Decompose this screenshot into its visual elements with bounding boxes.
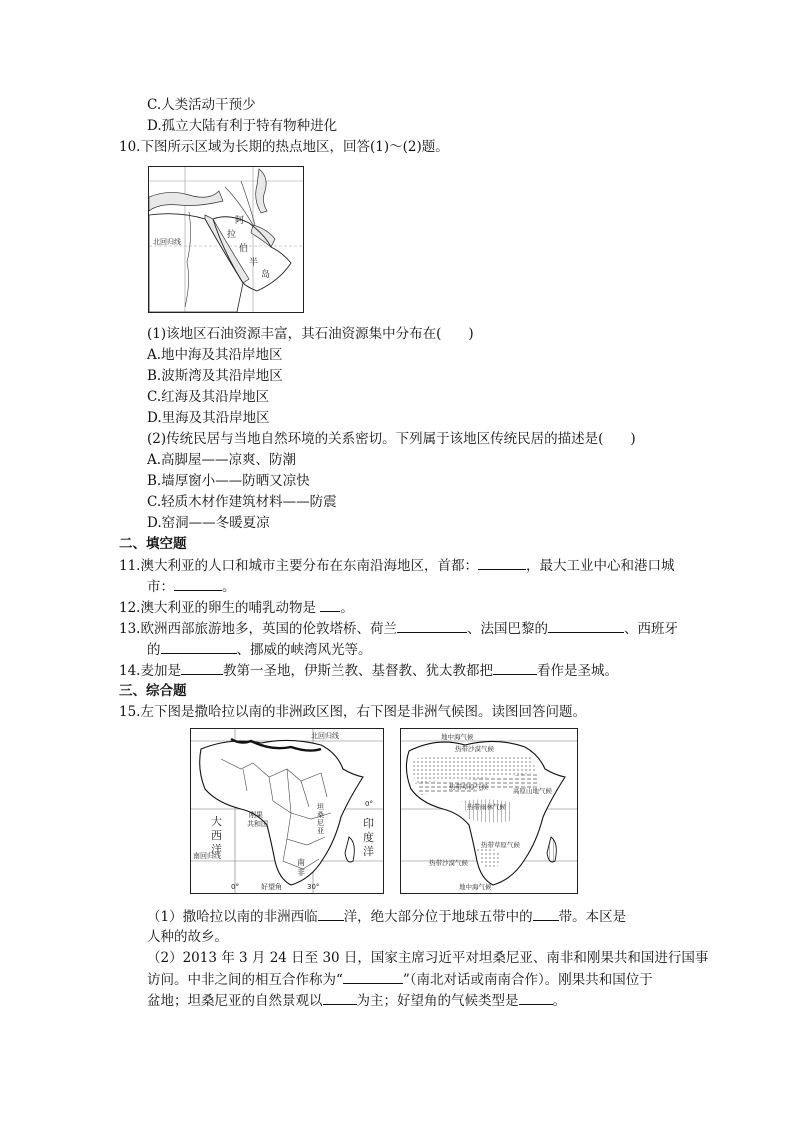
- q15-landscape-blank[interactable]: [323, 991, 357, 1005]
- q14-line: [119, 661, 618, 680]
- q15-stem: 15.左下图是撒哈拉以南的非洲政区图，右下图是非洲气候图。读图回答问题。: [119, 704, 586, 720]
- q10-sub2-option-b: B.墙厚窗小——防晒又凉快: [147, 473, 310, 489]
- q11-text-d: 。: [222, 579, 236, 595]
- climate-label-savanna-n: 热带草原气候: [449, 783, 488, 791]
- climate-label-rainforest: 热带雨林气候: [467, 803, 506, 811]
- left-map-tanzania-2: 桑: [317, 811, 324, 819]
- q15-p2-c: ”（南北对话或南南合作）。刚果共和国位于: [402, 972, 653, 988]
- q13-paris-blank[interactable]: [548, 619, 624, 633]
- q11-text-b: ，最大工业中心和港口城: [525, 558, 675, 574]
- climate-label-med-n: 地中海气候: [441, 733, 474, 741]
- q10-sub1-option-b: B.波斯湾及其沿岸地区: [147, 368, 283, 384]
- q15-p2-b: 访问。中非之间的相互合作称为“: [147, 972, 343, 988]
- q15-p2-e: 为主；好望角的气候类型是: [356, 993, 519, 1009]
- q15-p1-c: 带。本区是: [558, 909, 627, 925]
- q10-sub2-stem: (2)传统民居与当地自然环境的关系密切。下列属于该地区传统民居的描述是( ): [147, 431, 636, 447]
- section2-title: 二、填空题: [119, 536, 187, 552]
- q15-p2-d: 盆地；坦桑尼亚的自然景观以: [147, 993, 323, 1009]
- left-map-atlantic-2: 西: [211, 829, 222, 842]
- left-map-sa-2: 非: [297, 868, 305, 877]
- left-map-tropic-s: 南回归线: [193, 852, 221, 860]
- q14-city-blank[interactable]: [493, 661, 537, 675]
- q15-p2-line2: [147, 970, 653, 989]
- q10-stem: 10.下图所示区域为长期的热点地区，回答(1)～(2)题。: [119, 139, 449, 155]
- q13-text-a: 13.欧洲西部旅游地多，英国的伦敦塔桥、荷兰: [119, 621, 397, 637]
- q13-text-d: 的: [147, 642, 161, 658]
- q13-line1: [119, 619, 678, 638]
- option-c: C.人类活动干预少: [147, 97, 256, 113]
- q11-capital-blank[interactable]: [478, 556, 526, 570]
- left-map-tanzania-1: 坦: [317, 803, 324, 811]
- q11-line2: [147, 577, 236, 596]
- left-map-tropic-n: 北回归线: [311, 732, 339, 740]
- left-map-tanzania-4: 亚: [317, 827, 324, 835]
- q11-line1: [119, 556, 674, 575]
- q12-text-a: 12.澳大利亚的卵生的哺乳动物是: [119, 600, 321, 616]
- climate-label-med-s: 地中海气候: [459, 883, 492, 891]
- q15-cooperation-blank[interactable]: [343, 970, 403, 984]
- q13-line2: [147, 640, 372, 659]
- section3-title: 三、综合题: [119, 683, 187, 699]
- left-map-zero-lon: 0°: [231, 883, 239, 891]
- q13-spain-blank[interactable]: [161, 640, 237, 654]
- q13-text-e: 、挪威的峡湾风光等。: [236, 642, 372, 658]
- q15-zone-blank[interactable]: [533, 907, 559, 921]
- option-d: D.孤立大陆有利于特有物种进化: [147, 118, 338, 134]
- arabian-peninsula-map: [148, 166, 304, 313]
- q12-line: [119, 598, 354, 617]
- q10-sub2-option-a: A.高脚屋——凉爽、防潮: [147, 452, 297, 468]
- left-map-congo-1: 刚果: [249, 811, 263, 819]
- peninsula-char-5: 岛: [261, 270, 271, 280]
- q10-sub1-option-a: A.地中海及其沿岸地区: [147, 347, 283, 363]
- climate-label-highland: 高原山地气候: [513, 787, 552, 795]
- left-map-atlantic-1: 大: [211, 815, 222, 828]
- q15-p2-line1: （2）2013 年 3 月 24 日至 30 日，国家主席习近平对坦桑尼亚、南非和刚果共和国进行国事: [147, 950, 709, 966]
- left-map-congo-2: 共和国: [247, 820, 268, 828]
- q14-text-b: 教第一圣地，伊斯兰教、基督教、犹太教都把: [222, 663, 493, 679]
- left-map-atlantic-3: 洋: [211, 843, 222, 856]
- q15-ocean-blank[interactable]: [318, 907, 344, 921]
- q11-city-blank[interactable]: [174, 577, 222, 591]
- peninsula-char-1: 阿: [235, 216, 245, 226]
- q15-p1-line1: [147, 907, 626, 926]
- q14-text-a: 14.麦加是: [119, 663, 181, 679]
- left-map-cape: 好望角: [261, 883, 282, 891]
- q12-blank[interactable]: [320, 598, 340, 612]
- climate-label-desert-n: 热带沙漠气候: [455, 745, 494, 753]
- q13-netherlands-blank[interactable]: [397, 619, 467, 633]
- q15-p1-b: 洋，绝大部分位于地球五带中的: [343, 909, 533, 925]
- q10-sub1-option-c: C.红海及其沿岸地区: [147, 389, 270, 405]
- q15-p1-d: 人种的故乡。: [147, 929, 228, 945]
- q10-sub1-option-d: D.里海及其沿岸地区: [147, 410, 270, 426]
- q11-text-a: 11.澳大利亚的人口和城市主要分布在东南沿海地区，首都：: [119, 558, 478, 574]
- q12-text-b: 。: [340, 600, 354, 616]
- left-map-indian-1: 印: [363, 817, 374, 830]
- q13-text-c: 、西班牙: [623, 621, 678, 637]
- left-map-indian-3: 洋: [363, 845, 374, 858]
- climate-label-savanna-s: 热带草原气候: [481, 841, 520, 849]
- q10-sub2-option-c: C.轻质木材作建筑材料——防震: [147, 494, 337, 510]
- climate-label-desert-s: 热带沙漠气候: [429, 859, 468, 867]
- q15-p1-line2: [147, 928, 228, 946]
- left-map-zero-lat: 0°: [365, 800, 373, 808]
- left-map-thirty: 30°: [307, 883, 320, 891]
- peninsula-char-4: 半: [249, 258, 259, 268]
- q15-climate-blank[interactable]: [519, 991, 553, 1005]
- q10-sub1-stem: (1)该地区石油资源丰富，其石油资源集中分布在( ): [147, 326, 474, 342]
- q15-p2-f: 。: [552, 993, 566, 1009]
- q14-text-c: 看作是圣城。: [536, 663, 618, 679]
- q10-sub2-option-d: D.窑洞——冬暖夏凉: [147, 515, 270, 531]
- tropic-label-10: 北回归线: [153, 238, 181, 246]
- q15-p2-line3: [147, 991, 566, 1010]
- q15-p1-a: （1）撒哈拉以南的非洲西临: [147, 909, 318, 925]
- left-map-indian-2: 度: [363, 831, 374, 844]
- africa-political-map: [190, 728, 384, 894]
- left-map-sa-1: 南: [297, 858, 305, 867]
- africa-climate-map: [400, 728, 578, 894]
- peninsula-char-2: 拉: [227, 230, 237, 240]
- q13-text-b: 、法国巴黎的: [466, 621, 548, 637]
- q11-text-c: 市：: [147, 579, 174, 595]
- q14-religion-blank[interactable]: [181, 661, 223, 675]
- left-map-tanzania-3: 尼: [317, 819, 324, 827]
- peninsula-char-3: 伯: [239, 244, 249, 254]
